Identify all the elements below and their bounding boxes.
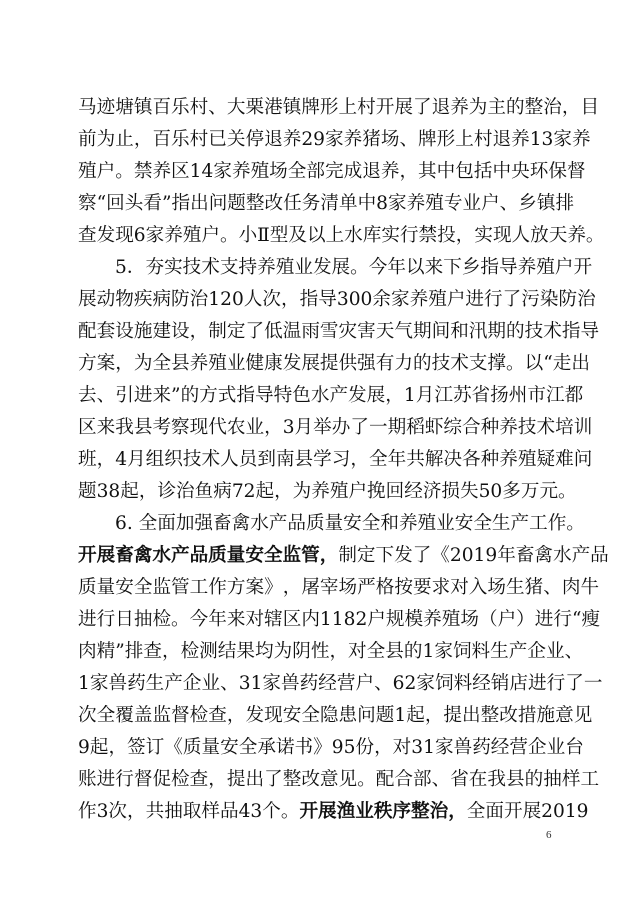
text-line: 开展畜禽水产品质量安全监管， 制定下发了《2019年畜禽水产品 <box>78 540 558 572</box>
bold-subheading: 开展渔业秩序整治， <box>299 801 467 822</box>
text-line: 方 案 ， 为 全 县 养 殖 业 健 康 发 展 提 供 强 有 力 的 技 术 支 撑 。 以 “ 走 出 <box>78 353 590 374</box>
text-line: 展 动 物 疾 病 防 治 1 2 0 人 次 ， 指 导 3 0 0 余 家 养 殖 户 进 行 了 污 染 防 治 <box>78 289 596 310</box>
text-line: 1 家 兽 药 生 产 企 业 、 3 1 家 兽 药 经 营 户 、 6 2 家 饲 料 经 销 店 进 行 了 一 <box>78 673 603 694</box>
bold-subheading: 开展畜禽水产品质量安全监管， <box>78 545 339 566</box>
text-line: 次 全 覆 盖 监 督 检 查 ， 发 现 安 全 隐 患 问 题 1 起 ， 提 出 整 改 措 施 意 见 <box>78 705 593 726</box>
paragraph-heading-6: 6. 全面加强畜禽水产品质量安全和养殖业安全生产工作。 <box>115 513 585 534</box>
text-line: 查发现6家养殖户。小Ⅱ型及以上水库实行禁投，实现人放天养。 <box>78 225 605 246</box>
body-text <box>78 92 609 828</box>
text-line: 作3次，共抽取样品43个。 开展渔业秩序整治， 全面开展2019 <box>78 796 558 828</box>
text-line: 质 量 安 全 监 管 工 作 方 案 》 ， 屠 宰 场 严 格 按 要 求 对 入 场 生 猪 、 肉 牛 <box>78 577 600 598</box>
text-line: 察 “ 回 头 看 ” 指 出 问 题 整 改 任 务 清 单 中 8 家 养 殖 专 业 户 、 乡 镇 排 <box>78 193 575 214</box>
text-line: 前 为 止 ， 百 乐 村 已 关 停 退 养 2 9 家 养 猪 场 、 牌 形 上 村 退 养 1 3 家 养 <box>78 129 591 150</box>
text-line: 马 迹 塘 镇 百 乐 村 、 大 栗 港 镇 牌 形 上 村 开 展 了 退 养 为 主 的 整 治 ， 目 <box>78 97 600 118</box>
text-line: 殖 户 。 禁 养 区 1 4 家 养 殖 场 全 部 完 成 退 养 ， 其 中 包 括 中 央 环 保 督 <box>78 161 586 182</box>
text-line: 题38起，诊治鱼病72起，为养殖户挽回经济损失50多万元。 <box>78 481 577 502</box>
text-line: 进 行 日 抽 检 。 今 年 来 对 辖 区 内 1 1 8 2 户 规 模 养 殖 场 （ 户 ） 进 行 “ 瘦 <box>78 609 601 630</box>
text-line: 区 来 我 县 考 察 现 代 农 业 ， 3 月 举 办 了 一 期 稻 虾 综 合 种 养 技 术 培 训 <box>78 417 593 438</box>
text-line: 肉 精 ” 排 查 ， 检 测 结 果 均 为 阴 性 ， 对 全 县 的 1 家 饲 料 生 产 企 业 、 <box>78 641 584 662</box>
text-line: 去 、 引 进 来 ” 的 方 式 指 导 特 色 水 产 发 展 ， 1 月 江 苏 省 扬 州 市 江 都 <box>78 385 584 406</box>
text-line: 账 进 行 督 促 检 查 ， 提 出 了 整 改 意 见 。 配 合 部 、 省 在 我 县 的 抽 样 工 <box>78 769 600 790</box>
paragraph-heading-5: 5 ． 夯 实 技 术 支 持 养 殖 业 发 展 。 今 年 以 来 下 乡 指 导 养 殖 户 开 <box>115 257 593 278</box>
text-line: 配 套 设 施 建 设 ， 制 定 了 低 温 雨 雪 灾 害 天 气 期 间 和 汛 期 的 技 术 指 导 <box>78 321 600 342</box>
text-line: 9 起 ， 签 订 《 质 量 安 全 承 诺 书 》 9 5 份 ， 对 3 1 家 兽 药 经 营 企 业 台 <box>78 737 584 758</box>
text-line: 班 ， 4 月 组 织 技 术 人 员 到 南 县 学 习 ， 全 年 共 解 决 各 种 养 殖 疑 难 问 <box>78 449 593 470</box>
page-number: 6 <box>546 829 552 841</box>
